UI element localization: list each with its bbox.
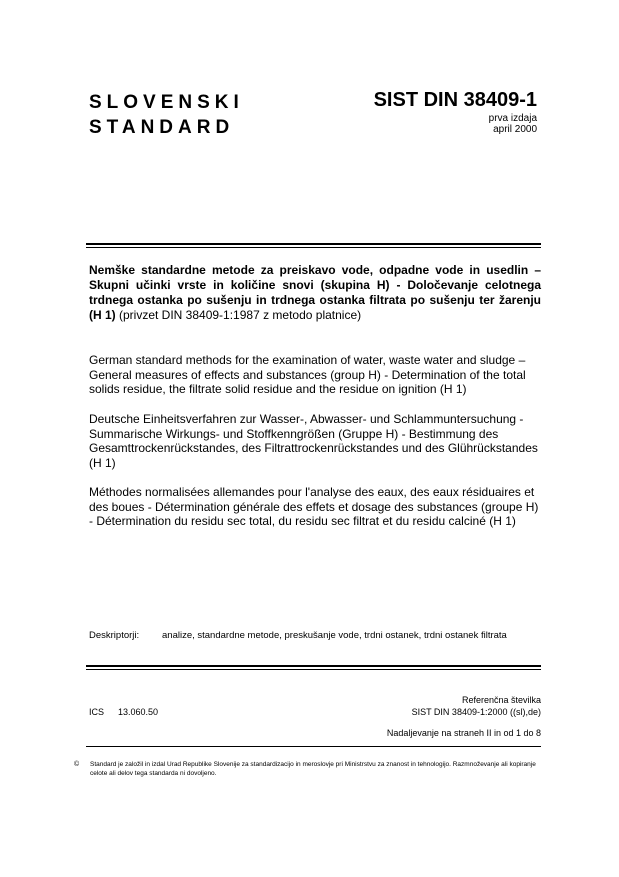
reference-label: Referenčna številka <box>461 695 541 705</box>
reference-code: SIST DIN 38409-1:2000 ((sl),de) <box>411 707 541 717</box>
title-slovenian-main: Nemške standardne metode za preiskavo vode, odpadne vode in usedlin – Skupni učinki vrste in količine snovi (skupina H) - Določevanje celotnega trdnega ostanka po sušenju in trdnega ostanka filtrata po sušenju ter žarenju (H 1) <box>89 263 541 322</box>
edition-info <box>489 113 537 135</box>
edition-label: prva izdaja <box>488 113 537 124</box>
brand-name <box>89 90 244 140</box>
copyright-icon: © <box>74 761 80 768</box>
title-german: Deutsche Einheitsverfahren zur Wasser-, Abwasser- und Schlammuntersuchung - Summarische Wirkungs- und Stoffkenngrößen (Gruppe H) - Bestimmung des Gesamttrockenrückstandes, des Filtrattrockenrückstandes und des Glührückstandes (H 1) <box>89 412 538 470</box>
descriptors-label: Deskriptorji: <box>89 630 140 641</box>
ics-label: ICS <box>89 707 105 717</box>
footer-divider <box>86 746 541 747</box>
ics-code: 13.060.50 <box>118 707 159 717</box>
brand-line-2: STANDARD <box>89 117 235 138</box>
bottom-divider <box>86 665 541 670</box>
standard-id: SIST DIN 38409-1 <box>373 89 537 111</box>
title-french: Méthodes normalisées allemandes pour l'analyse des eaux, des eaux résiduaires et des boues - Détermination générale des effets et dosage des substances (groupe H) - Détermination du residu sec total, du residu sec filtrat et du residu calciné (H 1) <box>89 485 539 528</box>
title-slovenian-note: (privzet DIN 38409-1:1987 z metodo platnice) <box>115 308 362 322</box>
edition-date: april 2000 <box>493 124 537 135</box>
descriptors-text: analize, standardne metode, preskušanje vode, trdni ostanek, trdni ostanek filtrata <box>162 630 507 641</box>
title-slovenian <box>89 263 541 323</box>
brand-line-1: SLOVENSKI <box>89 92 244 113</box>
copyright-text: Standard je založil in izdal Urad Republike Slovenije za standardizacijo in meroslovje pri Ministrstvu za znanost in tehnologijo. Razmnoževanje ali kopiranje celote ali delov tega standarda ni dovoljeno. <box>90 761 536 777</box>
continuation-note: Nadaljevanje na straneh II in od 1 do 8 <box>386 728 541 738</box>
top-divider <box>86 243 541 248</box>
title-english: German standard methods for the examination of water, waste water and sludge – General measures of effects and substances (group H) - Determination of the total solids residue, the filtrate solid residue and the residue on ignition (H 1) <box>89 353 526 396</box>
